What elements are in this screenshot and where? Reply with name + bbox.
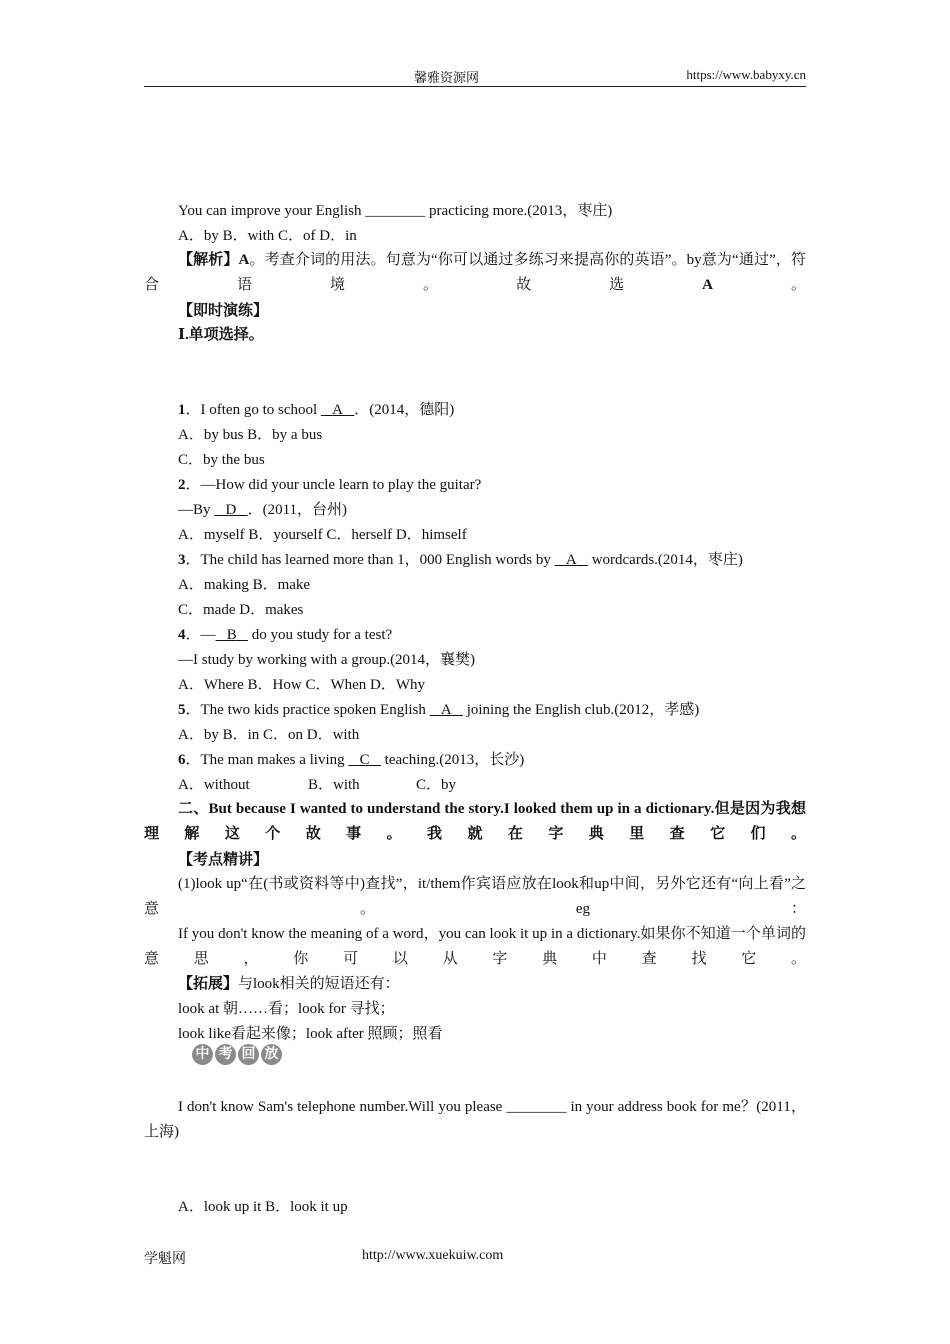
- answer-blank: A: [440, 702, 452, 718]
- kaodian-paragraph-1: (1)look up“在(书或资料等中)查找”，it/them作宾语应放在look和up中间，另外它还有“向上看”之意。eg：: [144, 876, 806, 917]
- question-6-options: A．without B．with C．by: [178, 777, 457, 793]
- analysis-label: 【解析】A: [178, 252, 250, 268]
- question-number: 1: [178, 402, 186, 418]
- intro-question: You can improve your English ________ practicing more.(2013，枣庄): [178, 203, 613, 219]
- practice-title: 【即时演练】: [178, 303, 269, 319]
- question-5-options: A．by B．in C．on D．with: [178, 727, 360, 743]
- question-6: 6．The man makes a living C teaching.(2013，长沙): [178, 752, 525, 768]
- badge-char: 回: [238, 1044, 259, 1065]
- question-2-response: —By D ．(2011，台州): [178, 502, 348, 518]
- question-3-options-ab: A．making B．make: [178, 577, 311, 593]
- question-number: 4: [178, 627, 186, 643]
- review-question: I don't know Sam's telephone number.Will you please ________ in your address book for me？(2011，上海): [144, 1099, 806, 1140]
- phrase-line-1: look at 朝……看；look for 寻找；: [178, 1001, 395, 1017]
- review-options: A．look up it B．look it up: [178, 1199, 348, 1215]
- question-4-response: —I study by working with a group.(2014，襄樊): [178, 652, 476, 668]
- question-4: 4．— B do you study for a test?: [178, 627, 393, 643]
- question-4-options: A．Where B．How C．When D．Why: [178, 677, 426, 693]
- answer-blank: C: [359, 752, 370, 768]
- question-5: 5．The two kids practice spoken English A joining the English club.(2012，孝感): [178, 702, 700, 718]
- extension-line: 【拓展】与look相关的短语还有：: [178, 976, 400, 992]
- phrase-line-2: look like看起来像；look after 照顾；照看: [178, 1026, 443, 1042]
- page-header: [144, 66, 806, 87]
- question-number: 2: [178, 477, 186, 493]
- answer-blank: A: [565, 552, 577, 568]
- question-number: 6: [178, 752, 186, 768]
- intro-options: A．by B．with C．of D．in: [178, 228, 357, 244]
- header-site-name: 馨雅资源网: [414, 70, 480, 85]
- header-url[interactable]: https://www.babyxy.cn: [686, 67, 806, 82]
- badge-char: 考: [215, 1044, 236, 1065]
- question-3-options-cd: C．made D．makes: [178, 602, 304, 618]
- footer-site: 学魁网: [144, 1252, 186, 1267]
- question-1-options-c: C．by the bus: [178, 452, 265, 468]
- analysis-text: 。考查介词的用法。句意为“你可以通过多练习来提高你的英语”。by意为“通过”，符合语境。故选: [144, 252, 806, 293]
- analysis-answer: A: [702, 277, 713, 293]
- badge-char: 中: [192, 1044, 213, 1065]
- question-3: 3．The child has learned more than 1，000 English words by A wordcards.(2014，枣庄): [178, 552, 743, 568]
- kaodian-title: 【考点精讲】: [178, 852, 269, 868]
- analysis-tail: 。: [712, 277, 806, 293]
- answer-blank: B: [226, 627, 237, 643]
- question-1-options-ab: A．by bus B．by a bus: [178, 427, 323, 443]
- question-1: 1．I often go to school A ．(2014，德阳): [178, 402, 455, 418]
- answer-blank: D: [225, 502, 237, 518]
- intro-analysis: [144, 248, 806, 298]
- question-2-options: A．myself B．yourself C．herself D．himself: [178, 527, 467, 543]
- extension-label: 【拓展】: [178, 976, 239, 992]
- kaodian-example: If you don't know the meaning of a word，you can look it up in a dictionary.如果你不知道一个单词的意思，你可以从字典中查找它。: [144, 926, 806, 967]
- section-2-heading: 二、But because I wanted to understand the story.I looked them up in a dictionary.但是因为我想理解这个故事。我就在字典里查它们。: [144, 801, 806, 842]
- question-number: 5: [178, 702, 186, 718]
- practice-section: Ⅰ.单项选择。: [178, 327, 264, 343]
- question-2: 2．—How did your uncle learn to play the guitar?: [178, 477, 482, 493]
- answer-blank: A: [332, 402, 343, 418]
- zhongkao-review-badge: [192, 1044, 282, 1065]
- badge-char: 放: [261, 1044, 282, 1065]
- footer-url[interactable]: http://www.xuekuiw.com: [362, 1248, 504, 1263]
- question-number: 3: [178, 552, 186, 568]
